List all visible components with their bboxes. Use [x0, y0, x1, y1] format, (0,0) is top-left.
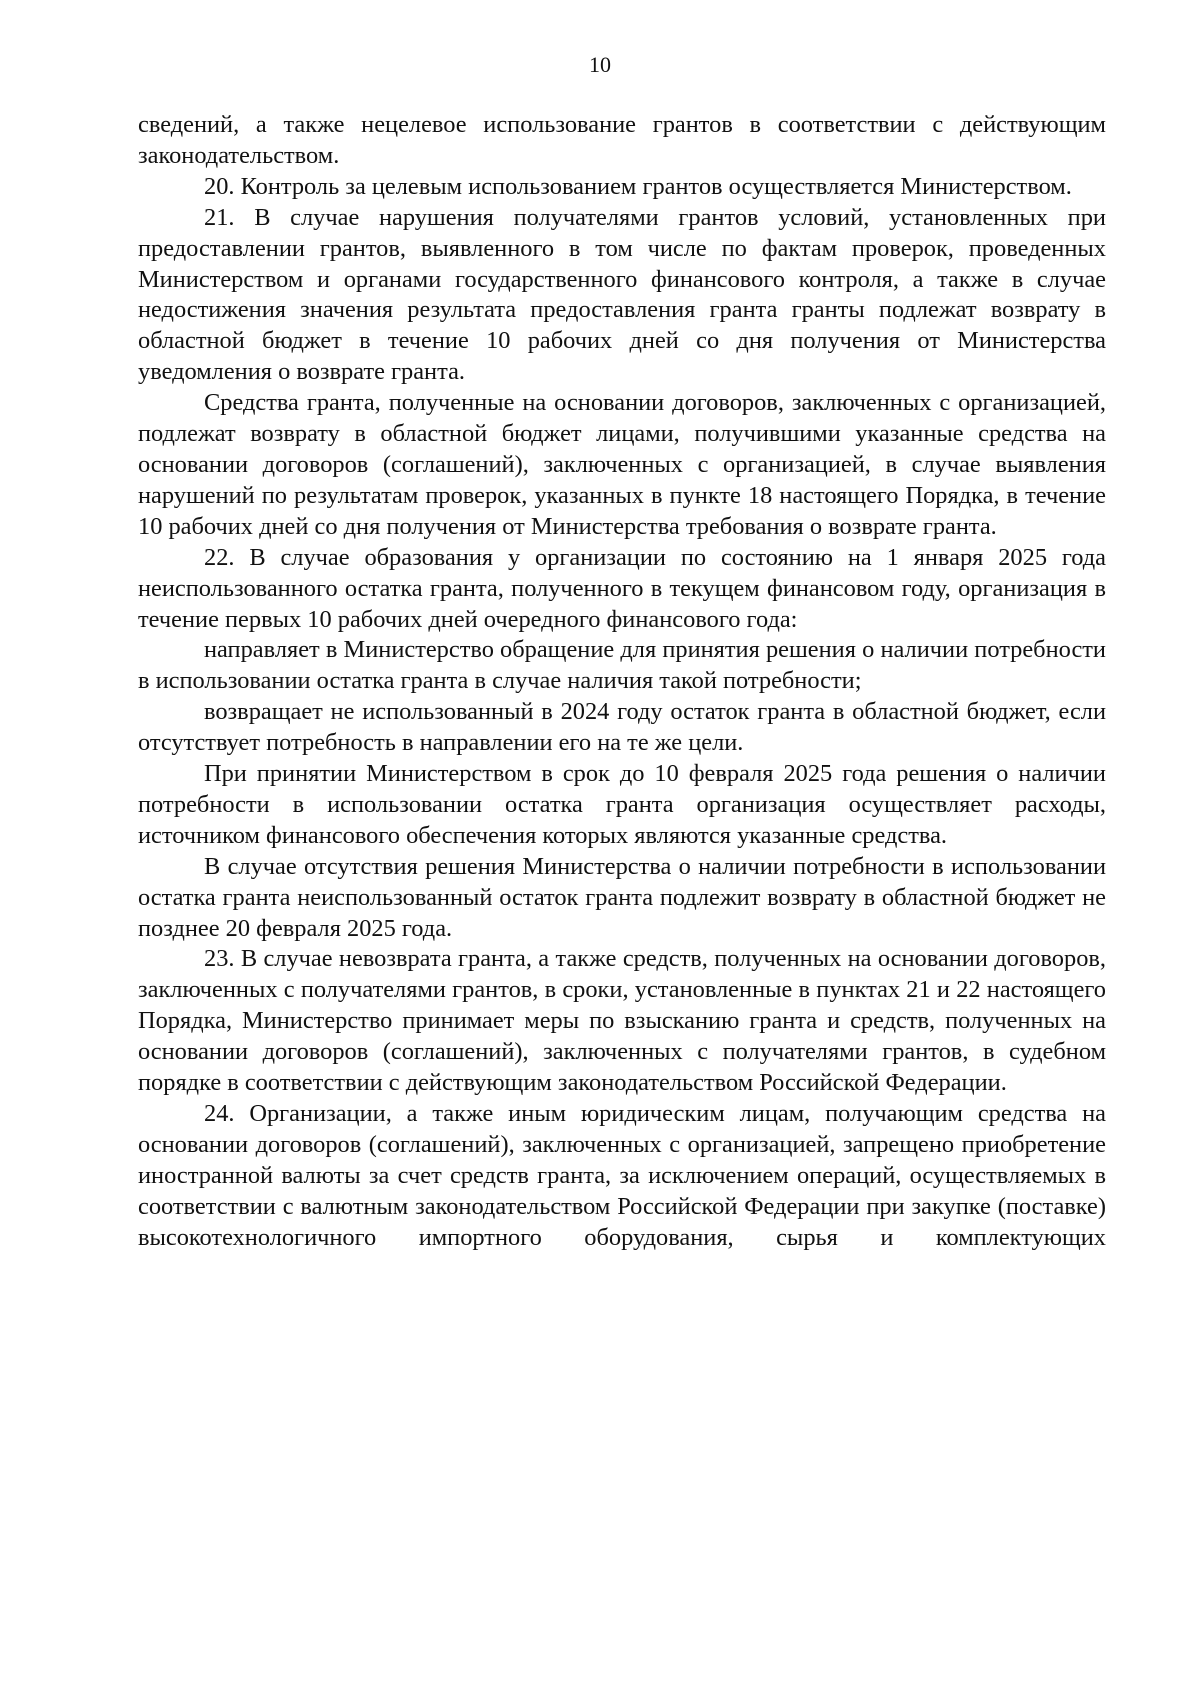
paragraph-22-request: направляет в Министерство обращение для принятия решения о наличии потребности в использовании остатка гранта в случае наличия такой потребности;	[138, 636, 1106, 695]
paragraph-continuation: сведений, а также нецелевое использование грантов в соответствии с действующим законодательством.	[138, 111, 1106, 169]
paragraph-22: 22. В случае образования у организации по состоянию на 1 января 2025 года неиспользованного остатка гранта, полученного в текущем финансовом году, организация в течение первых 10 рабочих дней очередного финансового года:	[138, 543, 1106, 633]
paragraph-21: 21. В случае нарушения получателями грантов условий, установленных при предоставлении грантов, выявленного в том числе по фактам проверок, проведенных Министерством и органами государственного финансового контроля, а также в случае недостижения значения результата предоставления гранта гранты подлежат возврату в областной бюджет в течение 10 рабочих дней со дня получения от Министерства уведомления о возврате гранта.	[138, 203, 1106, 386]
page-number: 10	[589, 52, 611, 77]
paragraph-20: 20. Контроль за целевым использованием грантов осуществляется Министерством.	[204, 172, 1072, 200]
paragraph-22-decision: При принятии Министерством в срок до 10 февраля 2025 года решения о наличии потребности в использовании остатка гранта организация осуществляет расходы, источником финансового обеспечения которых являются указанные средства.	[138, 760, 1106, 849]
document-body	[138, 110, 1106, 1254]
paragraph-23: 23. В случае невозврата гранта, а также средств, полученных на основании договоров, заключенных с получателями грантов, в сроки, установленные в пунктах 21 и 22 настоящего Порядка, Министерство принимает меры по взысканию гранта и средств, полученных на основании договоров (соглашений), заключенных с получателями грантов, в судебном порядке в соответствии с действующим законодательством Российской Федерации.	[138, 945, 1106, 1097]
paragraph-22-no-decision: В случае отсутствия решения Министерства о наличии потребности в использовании остатка гранта неиспользованный остаток гранта подлежит возврату в областной бюджет не позднее 20 февраля 2025 года.	[138, 852, 1106, 942]
paragraph-21-funds: Средства гранта, полученные на основании договоров, заключенных с организацией, подлежат возврату в областной бюджет лицами, получившими указанные средства на основании договоров (соглашений), заключенных с организацией, в случае выявления нарушений по результатам проверок, указанных в пункте 18 настоящего Порядка, в течение 10 рабочих дней со дня получения от Министерства требования о возврате гранта.	[138, 389, 1106, 540]
paragraph-24: 24. Организации, а также иным юридическим лицам, получающим средства на основании договоров (соглашений), заключенных с организацией, запрещено приобретение иностранной валюты за счет средств гранта, за исключением операций, осуществляемых в соответствии с валютным законодательством Российской Федерации при закупке (поставке) высокотехнологичного импортного оборудования, сырья и комплектующих	[138, 1100, 1106, 1251]
paragraph-22-return: возвращает не использованный в 2024 году остаток гранта в областной бюджет, если отсутствует потребность в направлении его на те же цели.	[138, 698, 1106, 757]
